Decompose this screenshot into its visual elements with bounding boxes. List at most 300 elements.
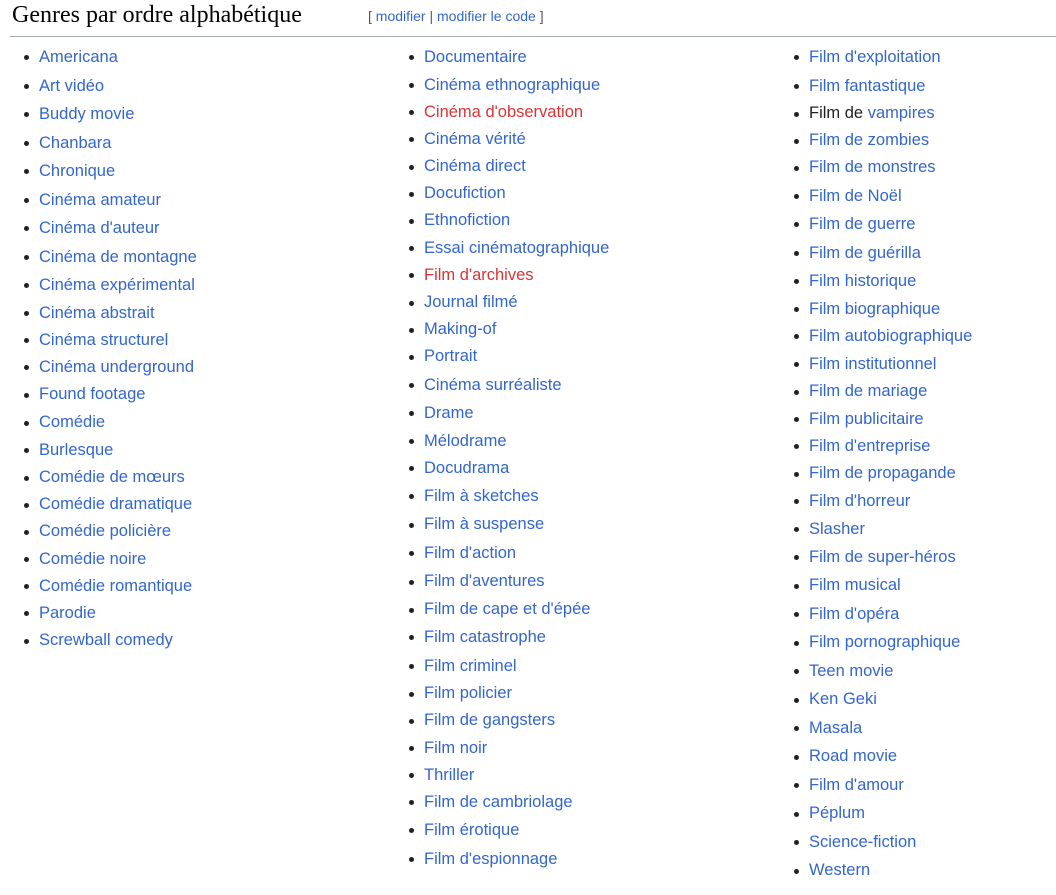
bullet-icon [24, 169, 29, 174]
bullet-icon [409, 301, 414, 306]
bullet-icon [24, 393, 29, 398]
bullet-icon [794, 555, 799, 560]
genre-list-item [794, 600, 1056, 629]
genre-link[interactable]: Film d'espionnage [424, 849, 558, 868]
genre-link[interactable]: Parodie [39, 603, 96, 622]
bullet-icon [24, 476, 29, 481]
genre-link[interactable]: Docudrama [424, 458, 510, 477]
genre-label [809, 350, 936, 379]
genre-label [39, 437, 113, 464]
genre-row [24, 186, 384, 215]
genre-link[interactable]: Film de monstres [809, 158, 936, 177]
bullet-icon [409, 466, 414, 471]
genre-link[interactable]: Burlesque [39, 440, 114, 459]
genre-label [424, 567, 545, 596]
genre-link[interactable]: Mélodrame [424, 431, 507, 450]
bullet-icon [794, 166, 799, 171]
genre-link[interactable]: Film à sketches [424, 486, 539, 505]
genre-row [794, 433, 1056, 460]
genre-link[interactable]: Film musical [809, 576, 901, 595]
genre-list-item [24, 157, 384, 186]
genre-label [809, 714, 862, 743]
genre-label [39, 408, 105, 437]
genre-label [424, 789, 573, 816]
genre-list-item [24, 300, 384, 327]
genre-list-item [409, 845, 779, 874]
genre-label [809, 771, 904, 800]
genre-label [809, 267, 916, 296]
genre-row [794, 742, 1056, 771]
genre-label [39, 271, 195, 300]
genre-list-item [794, 460, 1056, 487]
genre-label [809, 487, 910, 516]
genre-link[interactable]: Cinéma de montagne [39, 247, 197, 266]
genre-link[interactable]: Film de Noël [809, 186, 902, 205]
genre-row [794, 856, 1056, 885]
genre-label [809, 685, 877, 714]
genre-link[interactable]: Film biographique [809, 299, 941, 318]
genre-link[interactable]: Film de zombies [809, 131, 930, 150]
genre-sublist [794, 323, 1056, 350]
genre-row [24, 100, 384, 129]
bullet-icon [24, 530, 29, 535]
genre-label [39, 243, 197, 272]
genre-row [794, 487, 1056, 516]
genre-link[interactable]: Film institutionnel [809, 354, 937, 373]
genre-list-item [409, 789, 779, 816]
genre-row [409, 72, 779, 99]
genre-row [24, 72, 384, 101]
genre-list-item [794, 100, 1056, 127]
bullet-icon [794, 641, 799, 646]
genre-label [39, 300, 155, 327]
genre-row [794, 685, 1056, 714]
genre-label [809, 154, 936, 181]
bullet-icon [409, 580, 414, 585]
genre-label [39, 627, 173, 654]
bullet-icon [794, 499, 799, 504]
genre-row [794, 239, 1056, 268]
genre-label [39, 518, 171, 545]
genre-link[interactable]: Film fantastique [809, 76, 926, 95]
genre-link[interactable]: Ethnofiction [424, 211, 511, 230]
genre-link[interactable]: Comédie dramatique [39, 495, 193, 514]
genre-list-item [409, 207, 779, 234]
genre-row [794, 543, 1056, 572]
genre-link[interactable]: Film de guerre [809, 215, 916, 234]
genre-list-item [794, 323, 1056, 350]
genre-link[interactable]: Journal filmé [424, 293, 518, 311]
genre-link[interactable]: Film de cape et d'épée [424, 599, 591, 618]
genre-row [794, 323, 1056, 350]
genre-row [409, 539, 779, 568]
genre-list-item [794, 516, 1056, 543]
genre-sublist [24, 437, 384, 655]
genre-row [409, 510, 779, 539]
genre-row [24, 43, 384, 72]
genre-link[interactable]: Film autobiographique [809, 326, 973, 345]
genre-link[interactable]: Drame [424, 404, 474, 423]
genre-label [424, 180, 506, 207]
genre-row [409, 567, 779, 596]
genre-row [794, 154, 1056, 181]
bullet-icon [24, 255, 29, 260]
genre-link[interactable]: Chanbara [39, 133, 112, 152]
genre-link[interactable]: Comédie romantique [39, 576, 193, 595]
genre-list-item [794, 856, 1056, 885]
genre-list-item [24, 327, 384, 354]
genre-row [409, 789, 779, 816]
genre-row [409, 316, 779, 343]
bullet-icon [409, 746, 414, 751]
genre-label [39, 573, 192, 600]
genre-prefix-text: Film de [809, 104, 868, 122]
genre-list-item [794, 828, 1056, 857]
genre-label [809, 296, 940, 323]
edit-link[interactable]: modifier [375, 8, 426, 24]
edit-bracket-close: ] [535, 8, 544, 24]
genre-link[interactable]: Cinéma vérité [424, 129, 526, 148]
genre-list-item [24, 354, 384, 381]
genre-list-item [794, 487, 1056, 543]
genre-row [794, 628, 1056, 657]
genre-link[interactable]: Cinéma amateur [39, 190, 161, 209]
genre-link[interactable]: Film de mariage [809, 382, 928, 401]
genre-link[interactable]: Cinéma underground [39, 357, 195, 376]
bullet-icon [409, 692, 414, 697]
genre-row [409, 180, 779, 207]
genre-row [409, 816, 779, 845]
genre-label [424, 316, 496, 343]
bullet-icon [24, 55, 29, 60]
genre-link[interactable]: Film publicitaire [809, 409, 924, 428]
genre-link[interactable]: Péplum [809, 804, 865, 823]
genre-label [39, 186, 161, 215]
genre-list-item [24, 600, 384, 627]
genre-link[interactable]: Western [809, 861, 871, 880]
genre-link[interactable]: Ken Geki [809, 690, 877, 709]
genre-label [809, 210, 915, 239]
genre-list-item [409, 623, 779, 652]
section-title: Genres par ordre alphabétique [12, 2, 302, 28]
bullet-icon [794, 726, 799, 731]
genre-list-item [409, 816, 779, 845]
genre-list-item [794, 72, 1056, 182]
genre-link[interactable]: Film de gangsters [424, 711, 556, 730]
bullet-icon [409, 246, 414, 251]
genre-label [39, 157, 115, 186]
genre-link[interactable]: Essai cinématographique [424, 238, 610, 257]
genre-link[interactable]: Film de guérilla [809, 243, 921, 262]
genre-link[interactable]: Film érotique [424, 821, 520, 840]
genre-label [424, 623, 546, 652]
bullet-icon [24, 365, 29, 370]
genre-link[interactable]: Portrait [424, 347, 478, 366]
genre-label [424, 371, 562, 400]
bullet-icon [794, 362, 799, 367]
genre-row [794, 182, 1056, 211]
genre-link[interactable]: Film pornographique [809, 633, 961, 652]
genre-list-item [794, 571, 1056, 600]
genre-label [39, 327, 168, 354]
genre-link[interactable]: Slasher [809, 519, 865, 538]
genre-row [794, 296, 1056, 323]
genre-row [24, 214, 384, 243]
genre-link[interactable]: Film d'aventures [424, 572, 545, 591]
genre-list-item [409, 596, 779, 623]
genre-label [809, 378, 927, 405]
genre-row [794, 516, 1056, 543]
bullet-icon [409, 328, 414, 333]
genre-list-item [794, 628, 1056, 657]
bullet-icon [24, 283, 29, 288]
genre-link[interactable]: Film d'entreprise [809, 436, 931, 455]
bullet-icon [409, 494, 414, 499]
genre-row [409, 262, 779, 289]
genre-list [24, 43, 384, 654]
genre-row [24, 327, 384, 354]
genre-label [809, 571, 901, 600]
bullet-icon [24, 557, 29, 562]
genre-list-item [409, 762, 779, 789]
genre-link[interactable]: Americana [39, 48, 118, 66]
genre-list-item [794, 350, 1056, 487]
genre-link[interactable]: Film à suspense [424, 515, 545, 534]
genre-list-item [409, 652, 779, 816]
genre-list-item [409, 72, 779, 99]
genre-link[interactable]: Science-fiction [809, 832, 917, 851]
genre-label [424, 482, 539, 511]
genre-row [409, 596, 779, 623]
genre-link[interactable]: vampires [867, 104, 935, 122]
genre-label [424, 652, 517, 681]
genre-link[interactable]: Masala [809, 718, 863, 737]
genre-row [409, 153, 779, 180]
genre-link[interactable]: Chronique [39, 162, 116, 180]
genre-link[interactable]: Film noir [424, 738, 488, 757]
genre-link[interactable]: Cinéma surréaliste [424, 375, 562, 394]
genre-row [24, 627, 384, 654]
genre-row [24, 464, 384, 491]
genre-link[interactable]: Cinéma abstrait [39, 303, 155, 322]
genre-link[interactable]: Art vidéo [39, 76, 105, 95]
genre-list-item [409, 43, 779, 371]
genre-row [794, 127, 1056, 154]
genre-row [794, 72, 1056, 101]
bullet-icon [794, 698, 799, 703]
genre-list-item [24, 129, 384, 158]
genre-row [24, 381, 384, 408]
genre-link[interactable]: Film de cambriolage [424, 792, 573, 811]
genre-list-item [409, 680, 779, 707]
genre-row [24, 354, 384, 381]
bullet-icon [409, 800, 414, 805]
genre-link[interactable]: Thriller [424, 765, 475, 784]
genre-label [424, 289, 518, 316]
bullet-icon [409, 664, 414, 669]
genre-link[interactable]: Making-of [424, 320, 497, 339]
genre-link[interactable]: Film criminel [424, 656, 517, 675]
genre-link[interactable]: Film d'action [424, 543, 517, 562]
bullet-icon [24, 112, 29, 117]
genre-link[interactable]: Road movie [809, 747, 898, 766]
bullet-icon [409, 219, 414, 224]
genre-link[interactable]: Film d'opéra [809, 604, 900, 623]
bullet-icon [409, 165, 414, 170]
bullet-icon [24, 421, 29, 426]
genre-row [409, 399, 779, 428]
genre-label [424, 707, 555, 734]
genre-label [424, 762, 474, 789]
genre-list-item [24, 464, 384, 491]
bullet-icon [409, 383, 414, 388]
bullet-icon [24, 338, 29, 343]
genre-label [424, 399, 474, 428]
genre-row [409, 343, 779, 370]
bullet-icon [409, 192, 414, 197]
genre-link[interactable]: Film policier [424, 684, 513, 703]
bullet-icon [409, 635, 414, 640]
genre-list-item [409, 180, 779, 207]
genre-list-item [24, 573, 384, 600]
genre-list-item [409, 510, 779, 539]
genre-row [794, 350, 1056, 379]
bullet-icon [24, 448, 29, 453]
genre-redlink[interactable]: Film d'archives [424, 265, 534, 284]
genre-label [809, 828, 916, 857]
genre-column-3 [794, 43, 1056, 885]
genre-row [794, 406, 1056, 433]
bullet-icon [794, 251, 799, 256]
genre-list-item [24, 100, 384, 129]
genre-list-item [24, 518, 384, 545]
genre-list-item [794, 657, 1056, 686]
edit-code-link[interactable]: modifier le code [437, 8, 536, 24]
genre-row [794, 714, 1056, 743]
bullet-icon [794, 444, 799, 449]
genre-list-item [24, 381, 384, 408]
genre-label [809, 72, 925, 101]
bullet-icon [794, 334, 799, 339]
genre-list-item [409, 399, 779, 482]
genre-link[interactable]: Film de propagande [809, 464, 956, 482]
genre-link[interactable]: Documentaire [424, 48, 527, 66]
genre-link[interactable]: Film d'amour [809, 775, 904, 794]
genre-link[interactable]: Film d'horreur [809, 492, 911, 511]
genre-link[interactable]: Film historique [809, 272, 917, 291]
genre-list-item [409, 428, 779, 455]
genre-row [409, 455, 779, 482]
genre-list-item [794, 406, 1056, 433]
genre-row [24, 491, 384, 518]
bullet-icon [794, 390, 799, 395]
genre-list-item [794, 43, 1056, 72]
genre-row [24, 437, 384, 464]
genre-link[interactable]: Film d'exploitation [809, 48, 941, 66]
genre-label [39, 464, 185, 491]
genre-label [424, 72, 600, 99]
genre-list-item [409, 539, 779, 568]
genre-list-item [794, 543, 1056, 572]
bullet-icon [794, 417, 799, 422]
genre-sublist [409, 680, 779, 816]
genre-list-item [24, 43, 384, 72]
genre-link[interactable]: Docufiction [424, 184, 506, 203]
genre-row [794, 828, 1056, 857]
genre-link[interactable]: Film catastrophe [424, 628, 546, 647]
genre-label [424, 43, 527, 72]
genre-row [409, 43, 779, 72]
genre-link[interactable]: Found footage [39, 385, 146, 404]
genre-label [424, 262, 534, 289]
bullet-icon [794, 139, 799, 144]
genre-label [424, 680, 512, 707]
genre-label [809, 657, 893, 686]
genre-link[interactable]: Teen movie [809, 661, 894, 680]
bullet-icon [794, 527, 799, 532]
genre-list-item [794, 154, 1056, 181]
genre-list-item [24, 214, 384, 243]
genre-list-item [794, 714, 1056, 743]
genre-list-item [794, 296, 1056, 350]
genre-link[interactable]: Buddy movie [39, 105, 135, 123]
genre-list-item [24, 491, 384, 518]
genre-link[interactable]: Comédie noire [39, 549, 147, 568]
bullet-icon [794, 222, 799, 227]
genre-link[interactable]: Cinéma ethnographique [424, 75, 601, 94]
genre-list-item [409, 482, 779, 511]
genre-row [794, 799, 1056, 828]
bullet-icon [24, 639, 29, 644]
genre-label [39, 100, 134, 129]
genre-link[interactable]: Cinéma direct [424, 157, 526, 176]
genre-label [809, 856, 870, 885]
genre-label [39, 43, 118, 72]
genre-label [424, 539, 516, 568]
bullet-icon [794, 194, 799, 199]
genre-list-item [794, 771, 1056, 800]
edit-separator: | [425, 8, 437, 24]
genre-link[interactable]: Comédie de mœurs [39, 467, 185, 486]
genre-link[interactable]: Cinéma structurel [39, 330, 169, 349]
genre-list-item [409, 99, 779, 126]
genre-row [24, 546, 384, 573]
genre-list-item [409, 289, 779, 316]
genre-redlink[interactable]: Cinéma d'observation [424, 102, 584, 121]
genre-row [409, 289, 779, 316]
genre-link[interactable]: Screwball comedy [39, 631, 173, 650]
genre-row [794, 571, 1056, 600]
genre-label [809, 239, 921, 268]
bullet-icon [409, 411, 414, 416]
genre-sublist [794, 100, 1056, 182]
genre-sublist [409, 72, 779, 371]
bullet-icon [794, 869, 799, 874]
genre-label [39, 72, 104, 101]
genre-link[interactable]: Cinéma expérimental [39, 276, 195, 294]
genre-row [24, 271, 384, 300]
genre-list-item [409, 126, 779, 153]
bullet-icon [794, 755, 799, 760]
bullet-icon [794, 112, 799, 117]
genre-link[interactable]: Film de super-héros [809, 547, 956, 566]
genre-link[interactable]: Comédie policière [39, 522, 172, 541]
genre-row [409, 428, 779, 455]
genre-link[interactable]: Comédie [39, 413, 106, 432]
genre-list-item [24, 546, 384, 573]
genre-link[interactable]: Cinéma d'auteur [39, 219, 160, 237]
genre-label [809, 460, 956, 487]
